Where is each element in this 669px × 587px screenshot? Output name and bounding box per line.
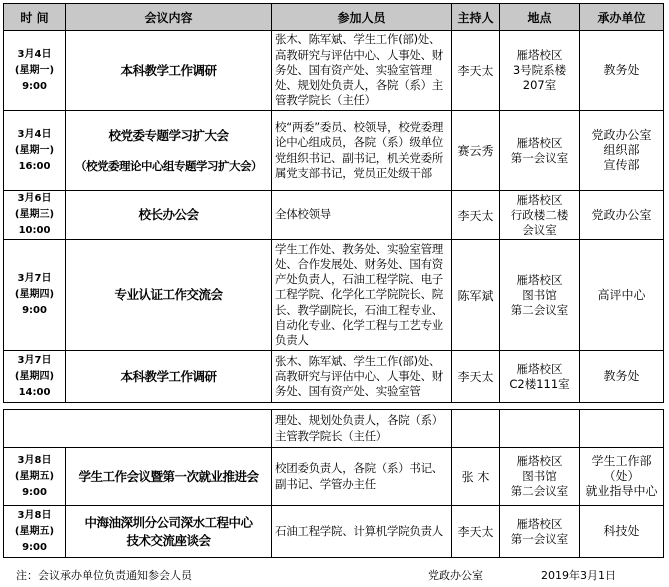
- place-line: 雁塔校区: [516, 454, 563, 468]
- meeting-title: 学生工作会议暨第一次就业推进会: [78, 468, 259, 484]
- schedule-table-continued: [3, 409, 664, 558]
- people-cell: 全体校领导: [272, 191, 452, 240]
- organizer-line: 组织部: [603, 143, 640, 157]
- organizer-line: 就业指导中心: [585, 484, 658, 498]
- place-line: 207室: [522, 78, 557, 92]
- place-line: 雁塔校区: [516, 516, 563, 531]
- organizer-line: 高评中心: [597, 287, 646, 302]
- organizer-cell: [580, 31, 664, 111]
- meeting-cell: [66, 31, 272, 111]
- header-host: 主持人: [452, 4, 500, 31]
- host-cell: 李天太: [452, 191, 500, 240]
- place-line: 雁塔校区: [516, 48, 563, 62]
- place-cell: [500, 448, 580, 506]
- time: 9:00: [22, 305, 47, 316]
- weekday: (星期四): [14, 289, 55, 300]
- meeting-cell: [66, 506, 272, 558]
- people-cell: 校“两委”委员、校领导，校党委理论中心组成员，各院（系）级单位党组织书记、副书记，机关党委所属党支部书记，党员正处级干部: [272, 111, 452, 191]
- time-cell: [4, 506, 66, 558]
- time: 9:00: [22, 486, 47, 498]
- date: 3月8日: [17, 509, 52, 521]
- header-meeting: 会议内容: [66, 4, 272, 31]
- place-line: 图书馆: [522, 469, 557, 483]
- place-line: 第一会议室: [510, 531, 569, 546]
- table-row: [4, 31, 664, 111]
- organizer-line: 学生工作部: [591, 454, 652, 468]
- host-cell: 李天太: [452, 31, 500, 111]
- place-line: 图书馆: [522, 287, 557, 302]
- date: 3月4日: [17, 128, 52, 140]
- host-cell: 赛云秀: [452, 111, 500, 191]
- host-cell: 陈军斌: [452, 240, 500, 351]
- footer-office: 党政办公室: [428, 569, 483, 582]
- header-place: 地点: [500, 4, 580, 31]
- place-cell: [500, 351, 580, 403]
- weekday: (星期三): [14, 209, 55, 220]
- organizer-line: 党政办公室: [591, 128, 652, 142]
- organizer-cell: [580, 111, 664, 191]
- organizer-line: 宣传部: [603, 158, 640, 172]
- time-cell: [4, 191, 66, 240]
- organizer-cell: [580, 240, 664, 351]
- people-cell: 学生工作处、教务处、实验室管理处、合作发展处、财务处、国有资产处负责人，石油工程学院、电子工程学院、化学化工学院院长、院长、教学副院长，石油工程专业、自动化专业、化学工程与工艺专业负责人: [272, 240, 452, 351]
- header-time: 时 间: [4, 4, 66, 31]
- time-cell: [4, 351, 66, 403]
- host-cell: 李天太: [452, 506, 500, 558]
- weekday: (星期四): [14, 370, 55, 382]
- table-row: [4, 191, 664, 240]
- organizer-cell: [580, 506, 664, 558]
- people-cell: 校团委负责人，各院（系）书记、副书记、学管办主任: [272, 448, 452, 506]
- date: 3月4日: [17, 48, 52, 60]
- meeting-cell: [66, 448, 272, 506]
- blank-cell: [452, 410, 500, 448]
- table-row: [4, 240, 664, 351]
- table-row: [4, 111, 664, 191]
- meeting-title: 校党委专题学习扩大会: [108, 127, 229, 143]
- meeting-title: 本科教学工作调研: [120, 62, 217, 78]
- organizer-cell: [580, 191, 664, 240]
- footer-date: 2019年3月1日: [541, 569, 616, 582]
- date: 3月6日: [17, 193, 52, 204]
- organizer-line: 教务处: [603, 63, 640, 77]
- people-cell: 石油工程学院、计算机学院负责人: [272, 506, 452, 558]
- place-line: 第一会议室: [510, 150, 569, 165]
- time: 14:00: [18, 386, 51, 398]
- header-people: 参加人员: [272, 4, 452, 31]
- host-cell: 张 木: [452, 448, 500, 506]
- blank-cell: [4, 410, 272, 448]
- place-line: 雁塔校区: [516, 361, 563, 376]
- organizer-line: 科技处: [603, 524, 640, 538]
- weekday: (星期一): [14, 144, 55, 156]
- table-row: [4, 506, 664, 558]
- host-cell: 李天太: [452, 351, 500, 403]
- meeting-subtitle: （校党委理论中心组专题学习扩大会）: [75, 158, 262, 173]
- place-line: 行政楼二楼: [510, 207, 569, 222]
- table-row: [4, 351, 664, 403]
- people-cell: 理处、规划处负责人，各院（系）主管教学院长（主任）: [272, 410, 452, 448]
- meeting-title: 校长办公会: [138, 207, 199, 222]
- place-cell: [500, 506, 580, 558]
- meeting-cell: [66, 191, 272, 240]
- weekday: (星期五): [14, 470, 55, 482]
- place-line: C2楼111室: [509, 376, 570, 391]
- place-line: 雁塔校区: [516, 272, 563, 287]
- organizer-line: 教务处: [603, 369, 640, 383]
- weekday: (星期五): [14, 525, 55, 537]
- meeting-title: 中海油深圳分公司深水工程中心: [84, 514, 253, 530]
- meeting-title: 本科教学工作调研: [120, 368, 217, 384]
- place-line: 第二会议室: [510, 302, 569, 317]
- place-line: 雁塔校区: [516, 192, 563, 207]
- header-organizer: 承办单位: [580, 4, 664, 31]
- footer-note: 注：会议承办单位负责通知参会人员: [16, 569, 192, 582]
- meeting-cell: [66, 351, 272, 403]
- blank-cell: [500, 410, 580, 448]
- place-line: 雁塔校区: [516, 135, 563, 150]
- place-line: 3号院系楼: [512, 63, 567, 77]
- date: 3月8日: [17, 454, 52, 466]
- meeting-cell: [66, 240, 272, 351]
- meeting-title-line2: 技术交流座谈会: [126, 532, 211, 548]
- place-line: 第二会议室: [510, 484, 569, 498]
- organizer-line: （处）: [603, 469, 640, 483]
- place-cell: [500, 111, 580, 191]
- meeting-title: 专业认证工作交流会: [114, 287, 223, 302]
- footer: [0, 567, 669, 585]
- table-row: [4, 448, 664, 506]
- table-row: [4, 410, 664, 448]
- date: 3月7日: [17, 273, 52, 284]
- time: 16:00: [18, 160, 51, 172]
- blank-cell: [580, 410, 664, 448]
- place-cell: [500, 191, 580, 240]
- organizer-line: 党政办公室: [591, 207, 652, 222]
- time: 9:00: [22, 80, 47, 92]
- header-row: [4, 4, 664, 31]
- place-cell: [500, 31, 580, 111]
- weekday: (星期一): [14, 64, 55, 76]
- people-cell: 张木、陈军斌、学生工作(部)处、高教研究与评估中心、人事处、财务处、国有资产处、实验室管: [272, 351, 452, 403]
- place-cell: [500, 240, 580, 351]
- time-cell: [4, 448, 66, 506]
- time-cell: [4, 31, 66, 111]
- organizer-cell: [580, 351, 664, 403]
- organizer-cell: [580, 448, 664, 506]
- date: 3月7日: [17, 354, 52, 366]
- time: 9:00: [22, 541, 47, 553]
- people-cell: 张木、陈军斌、学生工作(部)处、高教研究与评估中心、人事处、财务处、国有资产处、实验室管理处、规划处负责人，各院（系）主管教学院长（主任）: [272, 31, 452, 111]
- meeting-cell: [66, 111, 272, 191]
- schedule-table: [3, 3, 664, 403]
- time-cell: [4, 240, 66, 351]
- time-cell: [4, 111, 66, 191]
- time: 10:00: [18, 225, 51, 236]
- place-line: 会议室: [522, 222, 557, 237]
